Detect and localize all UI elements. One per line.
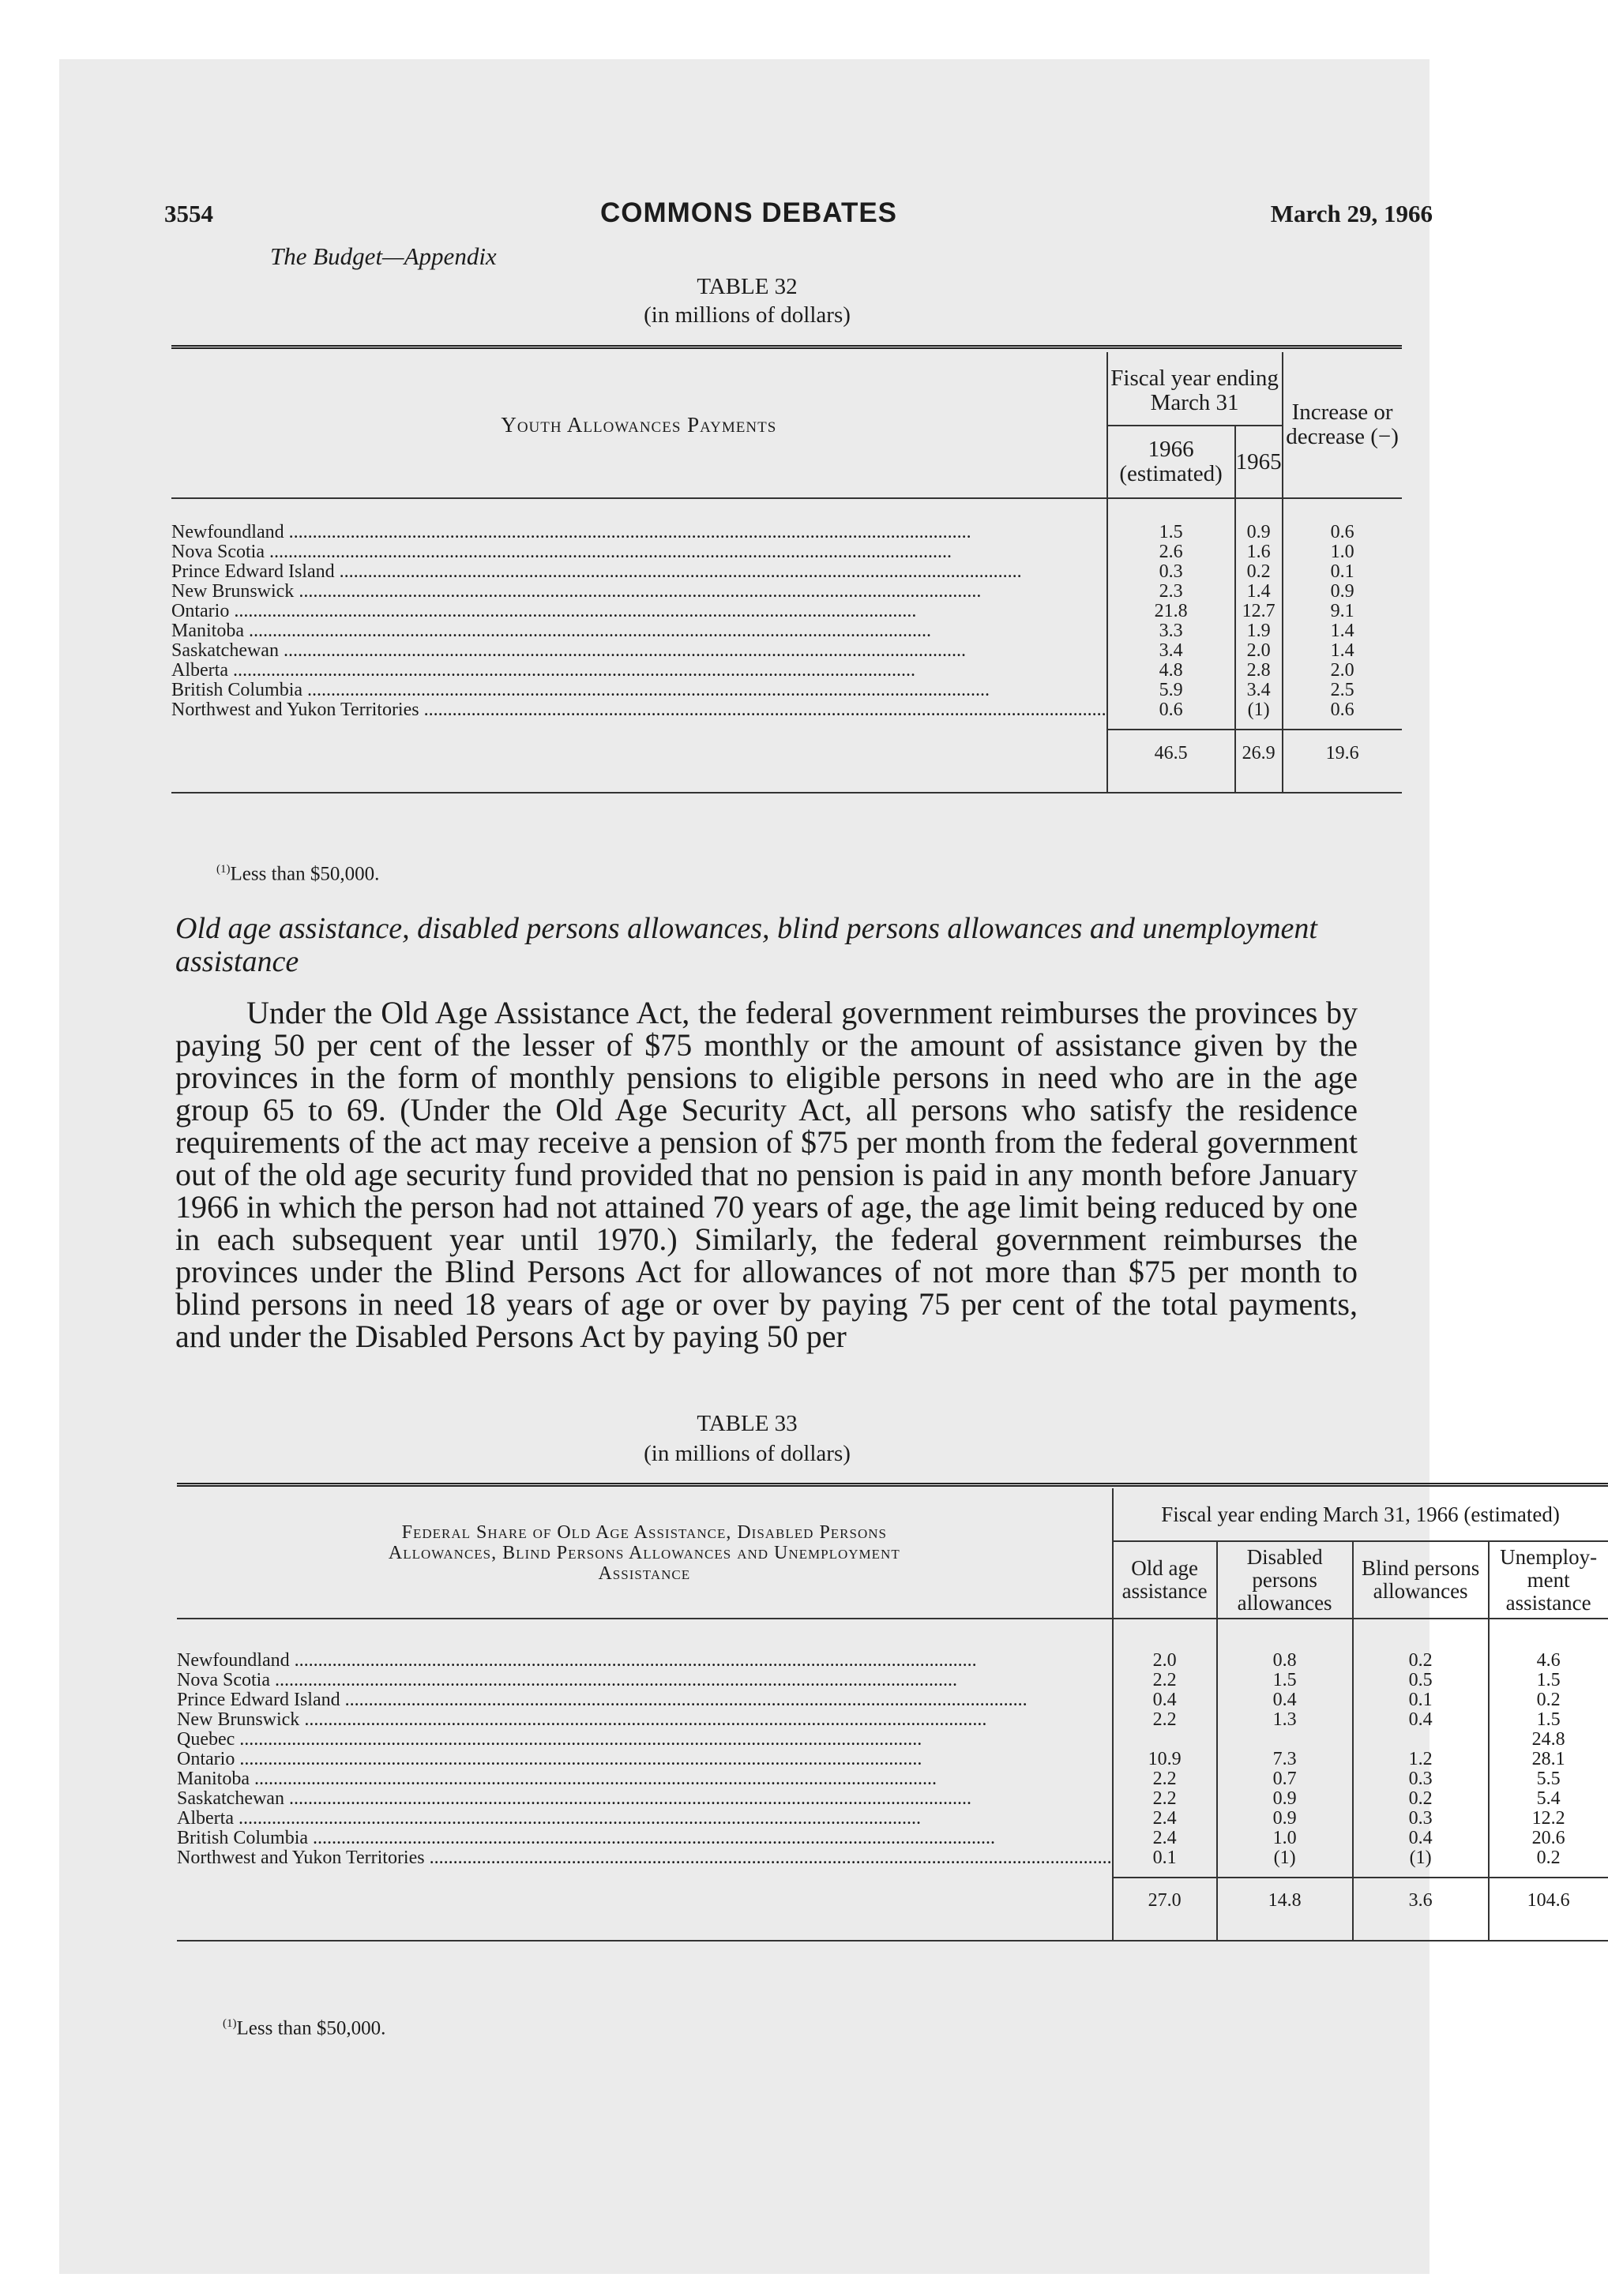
value-unemployment: 24.8 xyxy=(1489,1730,1608,1750)
value-blind: 0.4 xyxy=(1353,1710,1489,1730)
value-disabled: 0.8 xyxy=(1217,1651,1353,1671)
row-label: Nova Scotia ..... xyxy=(171,542,1107,562)
row-label: Saskatchewan ..... xyxy=(177,1789,1113,1809)
total-1966: 46.5 xyxy=(1107,730,1235,776)
totals-label xyxy=(177,1878,1113,1923)
table33-fiscal-heading: Fiscal year ending March 31, 1966 (estimated) xyxy=(1113,1488,1608,1541)
row-label: New Brunswick ..... xyxy=(177,1710,1113,1730)
value-change: 1.0 xyxy=(1283,542,1402,562)
value-1965: 0.9 xyxy=(1235,523,1283,542)
table-row xyxy=(177,1710,1608,1730)
table33-col-oaa-text: Old age assistance xyxy=(1121,1556,1208,1603)
value-disabled: 1.0 xyxy=(1217,1829,1353,1848)
table32-col-1966 xyxy=(1107,426,1235,498)
value-disabled: (1) xyxy=(1217,1848,1353,1868)
value-1965: 2.0 xyxy=(1235,641,1283,661)
table-row xyxy=(177,1730,1608,1750)
totals-label xyxy=(171,730,1107,776)
value-disabled: 0.7 xyxy=(1217,1769,1353,1789)
table-row xyxy=(171,562,1402,582)
table32-fiscal-heading-text: Fiscal year ending March 31 xyxy=(1110,366,1279,415)
value-old-age: 2.2 xyxy=(1113,1769,1217,1789)
value-1965: 2.8 xyxy=(1235,661,1283,681)
table33-col-ua xyxy=(1489,1541,1608,1619)
table33-footnote xyxy=(223,2017,385,2039)
table-row xyxy=(171,641,1402,661)
value-1965: 12.7 xyxy=(1235,602,1283,621)
value-disabled: 0.9 xyxy=(1217,1789,1353,1809)
table-row xyxy=(177,1651,1608,1671)
table-32 xyxy=(171,345,1402,793)
value-1966: 4.8 xyxy=(1107,661,1235,681)
value-old-age xyxy=(1113,1730,1217,1750)
value-unemployment: 20.6 xyxy=(1489,1829,1608,1848)
row-label: Ontario ..... xyxy=(171,602,1107,621)
footnote-text: Less than $50,000. xyxy=(230,863,380,885)
value-blind: 0.3 xyxy=(1353,1769,1489,1789)
table32-body xyxy=(171,498,1402,793)
value-1965: 1.4 xyxy=(1235,582,1283,602)
value-1966: 3.4 xyxy=(1107,641,1235,661)
value-old-age: 10.9 xyxy=(1113,1750,1217,1769)
row-label: Prince Edward Island ..... xyxy=(171,562,1107,582)
footnote-mark: (1) xyxy=(223,2017,237,2030)
table-row xyxy=(177,1848,1608,1868)
row-label: Manitoba ..... xyxy=(171,621,1107,641)
value-change: 1.4 xyxy=(1283,621,1402,641)
value-disabled: 1.3 xyxy=(1217,1710,1353,1730)
value-disabled: 1.5 xyxy=(1217,1671,1353,1690)
value-1966: 2.6 xyxy=(1107,542,1235,562)
row-label: British Columbia ..... xyxy=(177,1829,1113,1848)
value-1966: 21.8 xyxy=(1107,602,1235,621)
value-1966: 0.6 xyxy=(1107,700,1235,720)
total-change: 19.6 xyxy=(1283,730,1402,776)
table33-col-dpa-text: Disabled persons allowances xyxy=(1237,1544,1332,1615)
value-blind: 0.1 xyxy=(1353,1690,1489,1710)
value-blind: 0.2 xyxy=(1353,1651,1489,1671)
footnote-mark: (1) xyxy=(216,863,231,876)
row-label: Alberta ..... xyxy=(177,1809,1113,1829)
paragraph-body: Under the Old Age Assistance Act, the federal government reimburses the provinces by paying 50 per cent of the lesser of $75 monthly or the amount of assistance given by the provinces in the form of monthly pensions to eligible persons in need who are in the age group 65 to 69. (Under the Old Age Security Act, all persons who satisfy the residence requirements of the act may receive a pension of $75 per month from the federal government out of the old age security fund provided that no pension is paid in any month before January 1966 in which the person had not attained 70 years of age, the age limit being reduced by one in each subsequent year until 1970.) Similarly, the federal government reimburses the provinces under the Blind Persons Act for allowances of not more than $75 per month to blind persons in need 18 years of age or over by paying 75 per cent of the total payments, and under the Disabled Persons Act by paying 50 per xyxy=(175,995,1358,1354)
value-1966: 3.3 xyxy=(1107,621,1235,641)
totals-row xyxy=(177,1878,1608,1923)
value-unemployment: 4.6 xyxy=(1489,1651,1608,1671)
issue-date: March 29, 1966 xyxy=(1270,200,1433,227)
value-blind: 0.4 xyxy=(1353,1829,1489,1848)
total-1965: 26.9 xyxy=(1235,730,1283,776)
table33-stub-heading xyxy=(177,1488,1113,1619)
row-label: Quebec ..... xyxy=(177,1730,1113,1750)
value-change: 1.4 xyxy=(1283,641,1402,661)
row-label: Alberta ..... xyxy=(171,661,1107,681)
value-1965: (1) xyxy=(1235,700,1283,720)
value-1966: 5.9 xyxy=(1107,681,1235,700)
table-row xyxy=(171,661,1402,681)
table33-title: TABLE 33 xyxy=(697,1411,798,1436)
value-unemployment: 28.1 xyxy=(1489,1750,1608,1769)
table33-subtitle: (in millions of dollars) xyxy=(644,1441,851,1466)
value-old-age: 2.2 xyxy=(1113,1671,1217,1690)
value-old-age: 2.2 xyxy=(1113,1710,1217,1730)
table32-title: TABLE 32 xyxy=(697,274,798,299)
value-unemployment: 5.5 xyxy=(1489,1769,1608,1789)
table-row xyxy=(177,1750,1608,1769)
value-old-age: 2.2 xyxy=(1113,1789,1217,1809)
value-old-age: 2.4 xyxy=(1113,1829,1217,1848)
value-disabled: 0.4 xyxy=(1217,1690,1353,1710)
totals-row xyxy=(171,730,1402,776)
table-row xyxy=(177,1789,1608,1809)
table32-col-1965: 1965 xyxy=(1235,426,1283,498)
table33-col-bpa xyxy=(1353,1541,1489,1619)
row-label: Manitoba ..... xyxy=(177,1769,1113,1789)
table32-change-heading-text: Increase or decrease (−) xyxy=(1286,400,1399,449)
value-unemployment: 12.2 xyxy=(1489,1809,1608,1829)
row-label: Nova Scotia ..... xyxy=(177,1671,1113,1690)
table-end xyxy=(171,776,1402,793)
table-row xyxy=(171,602,1402,621)
value-1966: 0.3 xyxy=(1107,562,1235,582)
table33-col-dpa xyxy=(1217,1541,1353,1619)
table-end xyxy=(177,1923,1608,1941)
row-label: Newfoundland ..... xyxy=(171,523,1107,542)
value-disabled: 0.9 xyxy=(1217,1809,1353,1829)
table-row xyxy=(171,523,1402,542)
table-row xyxy=(177,1829,1608,1848)
footnote-text: Less than $50,000. xyxy=(236,2017,386,2039)
value-1966: 2.3 xyxy=(1107,582,1235,602)
value-disabled: 7.3 xyxy=(1217,1750,1353,1769)
table32-fiscal-heading xyxy=(1107,352,1283,426)
journal-title: COMMONS DEBATES xyxy=(600,197,898,228)
value-unemployment: 1.5 xyxy=(1489,1710,1608,1730)
section-title: The Budget—Appendix xyxy=(270,242,497,270)
table33-col-oaa xyxy=(1113,1541,1217,1619)
table32-stub-heading: Youth Allowances Payments xyxy=(171,352,1107,498)
table33-col-bpa-text: Blind persons allowances xyxy=(1361,1556,1480,1603)
value-blind: 0.2 xyxy=(1353,1789,1489,1809)
value-change: 2.5 xyxy=(1283,681,1402,700)
row-label: Northwest and Yukon Territories ..... xyxy=(177,1848,1113,1868)
table32-footnote xyxy=(216,863,379,885)
table-spacer xyxy=(177,1619,1608,1651)
table32-subtitle: (in millions of dollars) xyxy=(644,302,851,328)
row-label: Prince Edward Island ..... xyxy=(177,1690,1113,1710)
table33-stub-heading-text: Federal Share of Old Age Assistance, Disabled Persons Allowances, Blind Persons Allowances and Unemployment Assistance xyxy=(388,1522,900,1584)
paragraph-heading: Old age assistance, disabled persons allowances, blind persons allowances and unemployment assistance xyxy=(175,912,1317,978)
value-1965: 0.2 xyxy=(1235,562,1283,582)
value-1965: 3.4 xyxy=(1235,681,1283,700)
value-change: 0.1 xyxy=(1283,562,1402,582)
table-33 xyxy=(177,1483,1608,1941)
value-unemployment: 0.2 xyxy=(1489,1690,1608,1710)
total-blind: 3.6 xyxy=(1353,1878,1489,1923)
row-label: Saskatchewan ..... xyxy=(171,641,1107,661)
value-1965: 1.6 xyxy=(1235,542,1283,562)
table-spacer xyxy=(171,720,1402,730)
value-change: 0.6 xyxy=(1283,523,1402,542)
value-unemployment: 0.2 xyxy=(1489,1848,1608,1868)
total-old-age: 27.0 xyxy=(1113,1878,1217,1923)
total-disabled: 14.8 xyxy=(1217,1878,1353,1923)
value-change: 0.6 xyxy=(1283,700,1402,720)
value-old-age: 0.1 xyxy=(1113,1848,1217,1868)
table-row xyxy=(171,582,1402,602)
table-spacer xyxy=(171,498,1402,523)
value-blind: 0.3 xyxy=(1353,1809,1489,1829)
total-unemployment: 104.6 xyxy=(1489,1878,1608,1923)
value-old-age: 0.4 xyxy=(1113,1690,1217,1710)
row-label: Ontario ..... xyxy=(177,1750,1113,1769)
row-label: Northwest and Yukon Territories ..... xyxy=(171,700,1107,720)
value-1965: 1.9 xyxy=(1235,621,1283,641)
table-row xyxy=(177,1769,1608,1789)
table-row xyxy=(177,1690,1608,1710)
value-blind: 0.5 xyxy=(1353,1671,1489,1690)
table32-change-heading xyxy=(1283,352,1402,498)
value-old-age: 2.0 xyxy=(1113,1651,1217,1671)
table-row xyxy=(171,700,1402,720)
table32-col-1966-text: 1966 (estimated) xyxy=(1119,437,1223,486)
value-unemployment: 5.4 xyxy=(1489,1789,1608,1809)
value-blind xyxy=(1353,1730,1489,1750)
table-row xyxy=(171,542,1402,562)
row-label: New Brunswick ..... xyxy=(171,582,1107,602)
table33-body xyxy=(177,1619,1608,1941)
value-unemployment: 1.5 xyxy=(1489,1671,1608,1690)
table-row xyxy=(177,1671,1608,1690)
value-old-age: 2.4 xyxy=(1113,1809,1217,1829)
table-row xyxy=(171,681,1402,700)
value-change: 0.9 xyxy=(1283,582,1402,602)
table-spacer xyxy=(177,1868,1608,1878)
table-row xyxy=(177,1809,1608,1829)
table-row xyxy=(171,621,1402,641)
table33-col-ua-text: Unemploy- ment assistance xyxy=(1500,1544,1598,1615)
value-blind: (1) xyxy=(1353,1848,1489,1868)
row-label: British Columbia ..... xyxy=(171,681,1107,700)
value-1966: 1.5 xyxy=(1107,523,1235,542)
row-label: Newfoundland ..... xyxy=(177,1651,1113,1671)
value-change: 2.0 xyxy=(1283,661,1402,681)
value-blind: 1.2 xyxy=(1353,1750,1489,1769)
value-change: 9.1 xyxy=(1283,602,1402,621)
value-disabled xyxy=(1217,1730,1353,1750)
page-number: 3554 xyxy=(164,200,213,227)
